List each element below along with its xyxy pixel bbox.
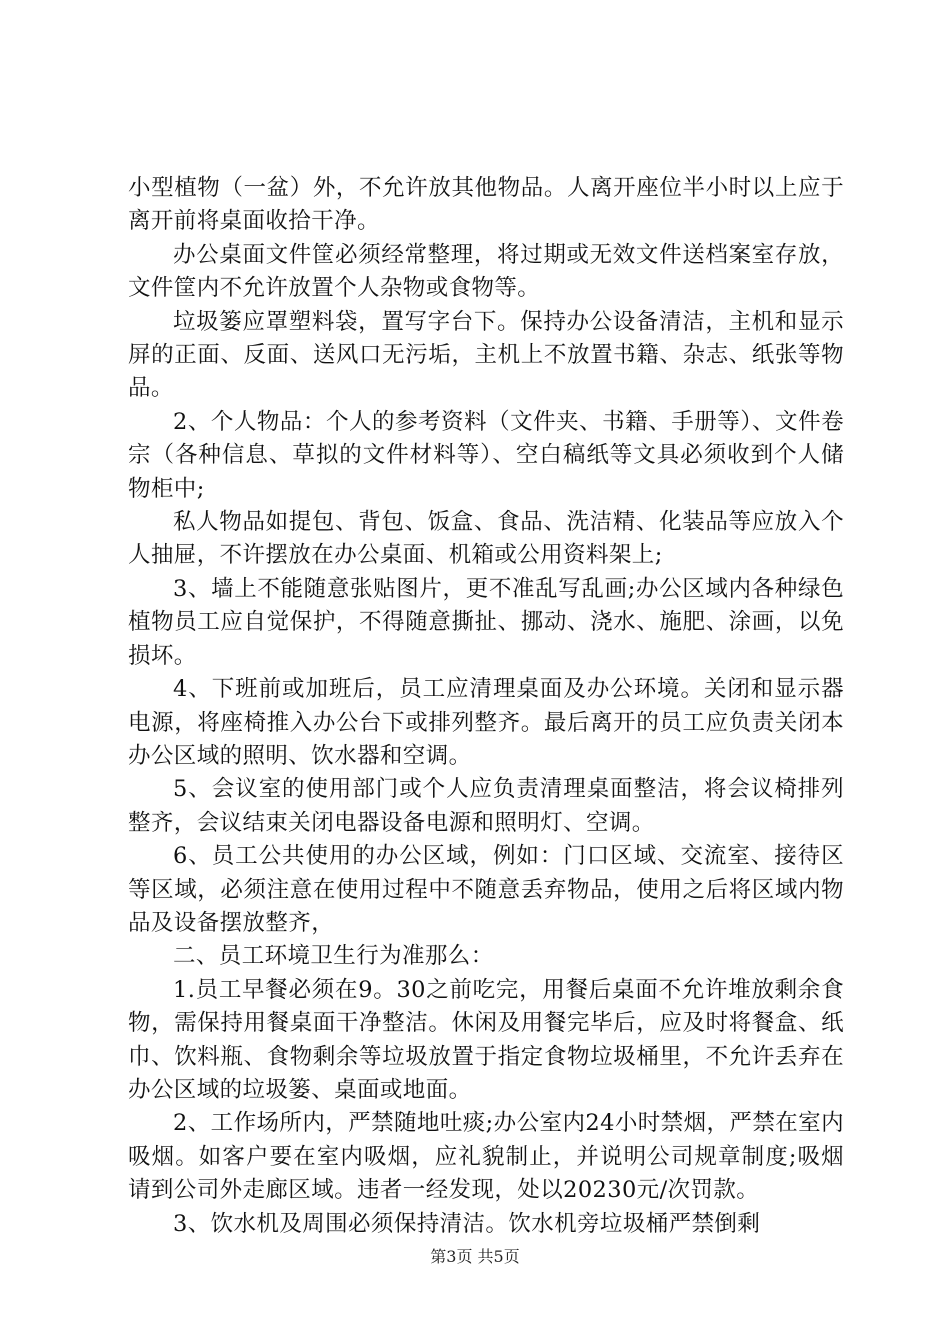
paragraph-breakfast: 1.员工早餐必须在9。30之前吃完，用餐后桌面不允许堆放剩余食物，需保持用餐桌面干净整洁。休闲及用餐完毕后，应及时将餐盒、纸巾、饮料瓶、食物剩余等垃圾放置于指定食物垃圾桶里，不允许丢弃在办公区域的垃圾篓、桌面或地面。 (128, 976, 844, 1103)
paragraph-after-work: 4、下班前或加班后，员工应清理桌面及办公环境。关闭和显示器电源，将座椅推入办公台下或排列整齐。最后离开的员工应负责关闭本办公区域的照明、饮水器和空调。 (128, 676, 844, 769)
paragraph-continuation: 小型植物（一盆）外，不允许放其他物品。人离开座位半小时以上应于离开前将桌面收拾干净。 (128, 175, 844, 235)
paragraph-public-areas: 6、员工公共使用的办公区域，例如：门口区域、交流室、接待区等区域，必须注意在使用过程中不随意丢弃物品，使用之后将区域内物品及设备摆放整齐， (128, 843, 844, 936)
paragraph-water-dispenser: 3、饮水机及周围必须保持清洁。饮水机旁垃圾桶严禁倒剩 (173, 1210, 761, 1237)
paragraph-personal-items: 2、个人物品：个人的参考资料（文件夹、书籍、手册等）、文件卷宗（各种信息、草拟的文件材料等）、空白稿纸等文具必须收到个人储物柜中; (128, 408, 844, 502)
document-body (128, 172, 844, 1241)
section-heading-two: 二、员工环境卫生行为准那么： (173, 943, 494, 970)
paragraph-meeting-room: 5、会议室的使用部门或个人应负责清理桌面整洁，将会议椅排列整齐，会议结束关闭电器设备电源和照明灯、空调。 (128, 776, 844, 836)
paragraph-file-basket: 办公桌面文件筐必须经常整理，将过期或无效文件送档案室存放，文件筐内不允许放置个人杂物或食物等。 (128, 241, 844, 302)
paragraph-trash-basket: 垃圾篓应罩塑料袋，置写字台下。保持办公设备清洁，主机和显示屏的正面、反面、送风口无污垢，主机上不放置书籍、杂志、纸张等物品。 (128, 308, 844, 402)
page-footer (0, 1247, 950, 1267)
page-number-label: 第3页 共5页 (430, 1247, 520, 1266)
paragraph-private-items: 私人物品如提包、背包、饭盒、食品、洗洁精、化装品等应放入个人抽屉，不许摆放在办公桌面、机箱或公用资料架上; (128, 509, 844, 569)
paragraph-no-smoking: 2、工作场所内，严禁随地吐痰;办公室内24小时禁烟，严禁在室内吸烟。如客户要在室内吸烟，应礼貌制止，并说明公司规章制度;吸烟请到公司外走廊区域。违者一经发现，处以20230元/次罚款。 (128, 1110, 844, 1204)
paragraph-walls: 3、墙上不能随意张贴图片，更不准乱写乱画;办公区域内各种绿色植物员工应自觉保护，不得随意撕扯、挪动、浇水、施肥、涂画，以免损坏。 (128, 575, 844, 669)
